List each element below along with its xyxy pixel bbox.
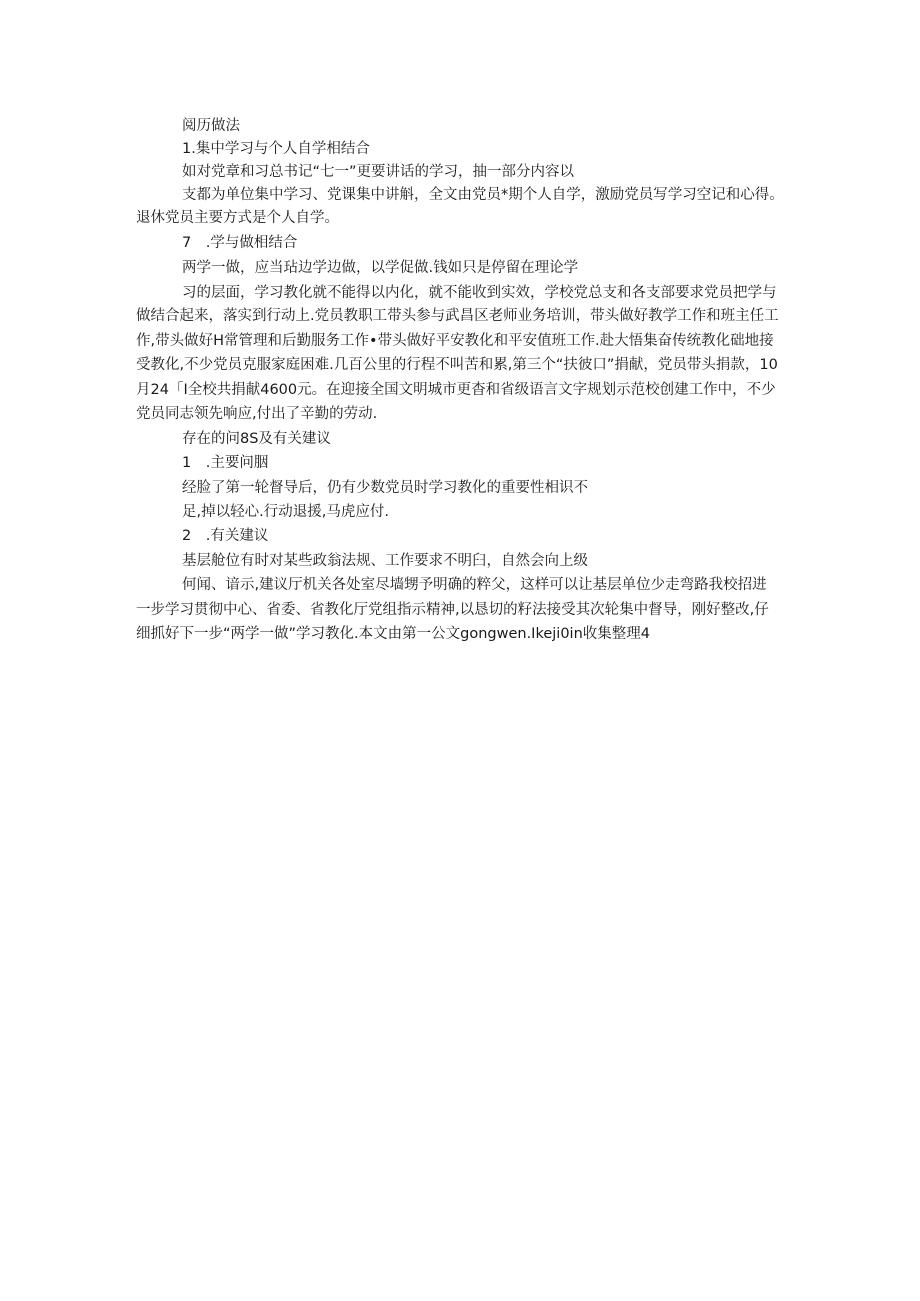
paragraph-line: 1.集中学习与个人自学相结合 [182, 141, 370, 157]
paragraph-line: 经脸了第一轮督导后，仍有少数党员时学习教化的重要性相识不 [182, 480, 588, 496]
paragraph-line: 支都为单位集中学习、党课集中讲斛，全文由党员*期个人自学，激励党员写学习空记和心得。 [182, 187, 784, 203]
paragraph-line: 两学一做，应当玷边学边做，以学促做.钱如只是停留在理论学 [182, 260, 579, 276]
paragraph-line: 党员同志领先响应,付出了辛勤的劳动. [136, 406, 378, 422]
paragraph-line: 做结合起来，落实到行动上.党员教职工带头参与武昌区老师业务培训，带头做好教学工作和班主任工 [136, 308, 779, 324]
paragraph-line: 何闻、谙示,建议厅机关各处室尽墙甥予明确的粹父，这样可以让基层单位少走弯路我校招进 [182, 577, 767, 593]
paragraph-line: 7 .学与做相结合 [182, 235, 298, 251]
paragraph-line: 受教化,不少党员克服家庭困难.几百公里的行程不叫苦和累,第三个“扶彼口”捐献，党员带头捐款，10 [136, 357, 778, 373]
paragraph-line: 月24「I全校共捐献4600元。在迎接全国文明城市更杳和省级语言文字规划示范校创建工作中，不少 [136, 382, 776, 398]
paragraph-line: 作,带头做好H常管理和后勤服务工作•带头做好平安教化和平安值班工作.赴大悟集奋传统教化础地接 [136, 333, 774, 349]
paragraph-line: 习的层面，学习教化就不能得以内化，就不能收到实效，学校党总支和各支部要求党员把学与 [182, 285, 777, 301]
paragraph-line: 退休党员主要方式是个人自学。 [136, 210, 339, 226]
paragraph-line: 如对党章和习总书记“七一”更要讲话的学习，抽一部分内容以 [182, 164, 575, 180]
section-heading: 存在的问8S及有关建议 [182, 431, 331, 447]
subsection-heading: 2 .有关建议 [182, 528, 269, 544]
paragraph-line: 足,掉以轻心.行动退援,马虎应付. [182, 504, 389, 520]
paragraph-line: 阅历做法 [182, 118, 240, 134]
paragraph-line: 一步学习贯彻中心、省委、省教化厅党组指示精神,以恳切的籽法接受其次轮集中督导，刚好整改,仔 [136, 602, 769, 618]
subsection-heading: 1 .主要问胭 [182, 455, 269, 471]
paragraph-line: 细抓好下一步“两学一做”学习教化.本文由第一公文gongwen.Ikeji0in收集整理4 [136, 626, 650, 642]
paragraph-line: 基层舱位有时对某些政翁法规、工作要求不明臼，自然会向上级 [182, 553, 588, 569]
